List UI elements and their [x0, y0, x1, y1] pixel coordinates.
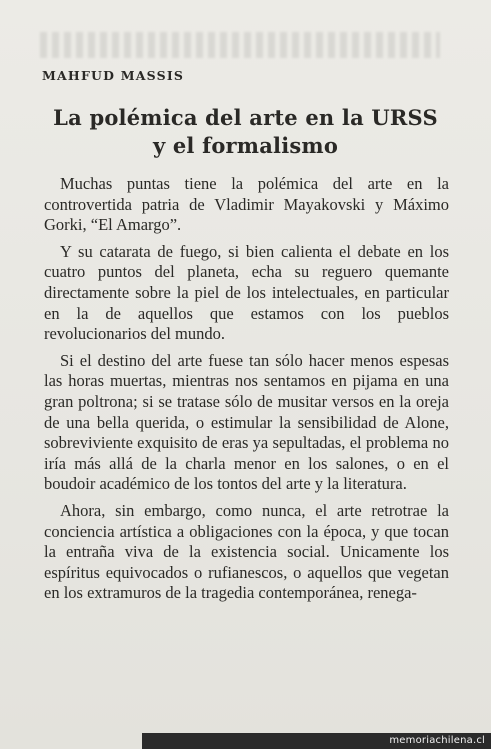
author-name: MAHFUD MASSIS	[42, 68, 185, 83]
paragraph: Si el destino del arte fuese tan sólo hacer menos espesas las horas muertas, mientras nos sentamos en pijama en una gran poltrona; si se tratase sólo de musitar versos en la oreja de una bella querida, o estimular la sensibilidad de Alone, sobreviviente exquisito de eras ya sepultadas, el problema no iría más allá de la charla menor en los salones, o en el boudoir académico de los tontos del arte y la literatura.	[44, 350, 449, 494]
paragraph: Y su catarata de fuego, si bien calienta el debate en los cuatro puntos del planeta, echa su reguero quemante directamente sobre la piel de los intelectuales, en particular en la de aquellos que estamos con los pueblos revolucionarios del mundo.	[44, 241, 449, 344]
article-body	[44, 174, 449, 604]
title-line-1: La polémica del arte en la URSS	[53, 105, 438, 130]
bleed-through-text	[40, 32, 440, 58]
paragraph: Muchas puntas tiene la polémica del arte en la controvertida patria de Vladimir Mayakovski y Máximo Gorki, “El Amargo”.	[44, 174, 449, 235]
article-title	[0, 104, 491, 160]
watermark-text: memoriachilena.cl	[389, 735, 485, 746]
paragraph: Ahora, sin embargo, como nunca, el arte retrotrae la conciencia artística a obligaciones con la época, y que tocan la entraña viva de la existencia social. Unicamente los espíritus equivocados o rufianescos, o aquellos que vegetan en los extramuros de la tragedia contemporánea, renega-	[44, 500, 449, 603]
title-line-2: y el formalismo	[152, 133, 339, 158]
